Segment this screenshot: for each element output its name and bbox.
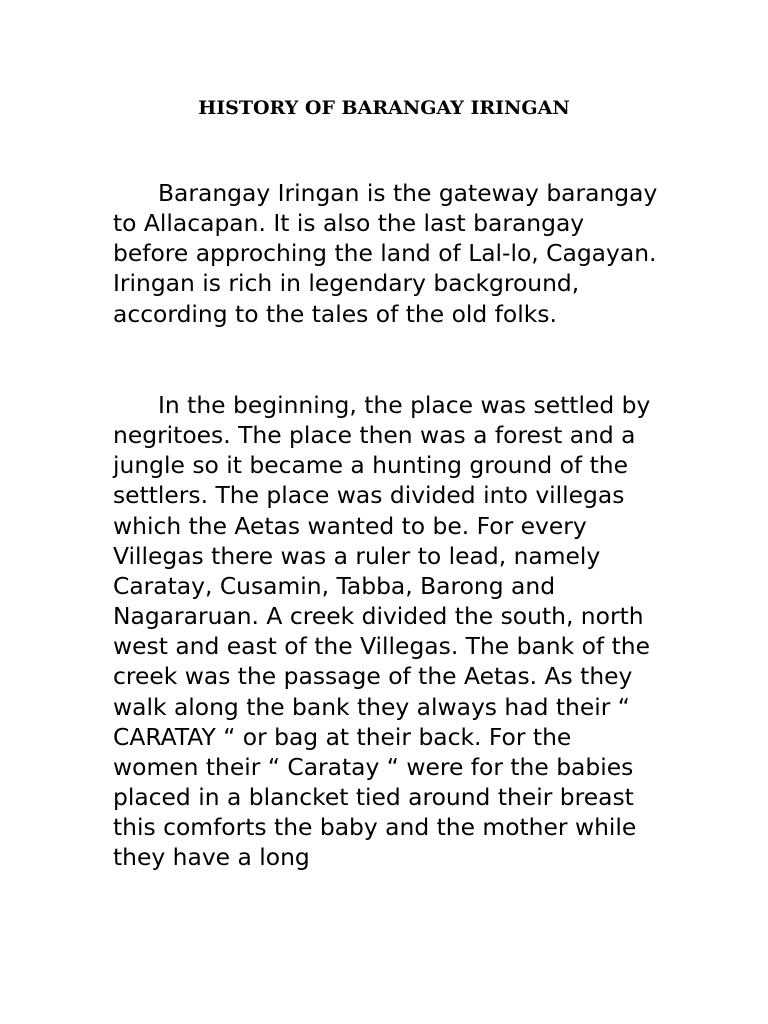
body-paragraph-beginning: In the beginning, the place was settled by negritoes. The place then was a forest and a jungle so it became a hunting ground of the settlers. The place was divided into villegas which the Aetas wanted to be. For every Villegas there was a ruler to lead, namely Caratay, Cusamin, Tabba, Barong and Nagararuan. A creek divided the south, north west and east of the Villegas. The bank of the creek was the passage of the Aetas. As they walk along the bank they always had their “ CARATAY “ or bag at their back. For the women their “ Caratay “ were for the babies placed in a blancket tied around their breast this comforts the baby and the mother while they have a long [113,391,651,872]
document-title: HISTORY OF BARANGAY IRINGAN [198,97,570,119]
body-paragraph-intro: Barangay Iringan is the gateway barangay to Allacapan. It is also the last barangay before approching the land of Lal-lo, Cagayan. Iringan is rich in legendary background, according to the tales of the old folks. [113,179,658,328]
